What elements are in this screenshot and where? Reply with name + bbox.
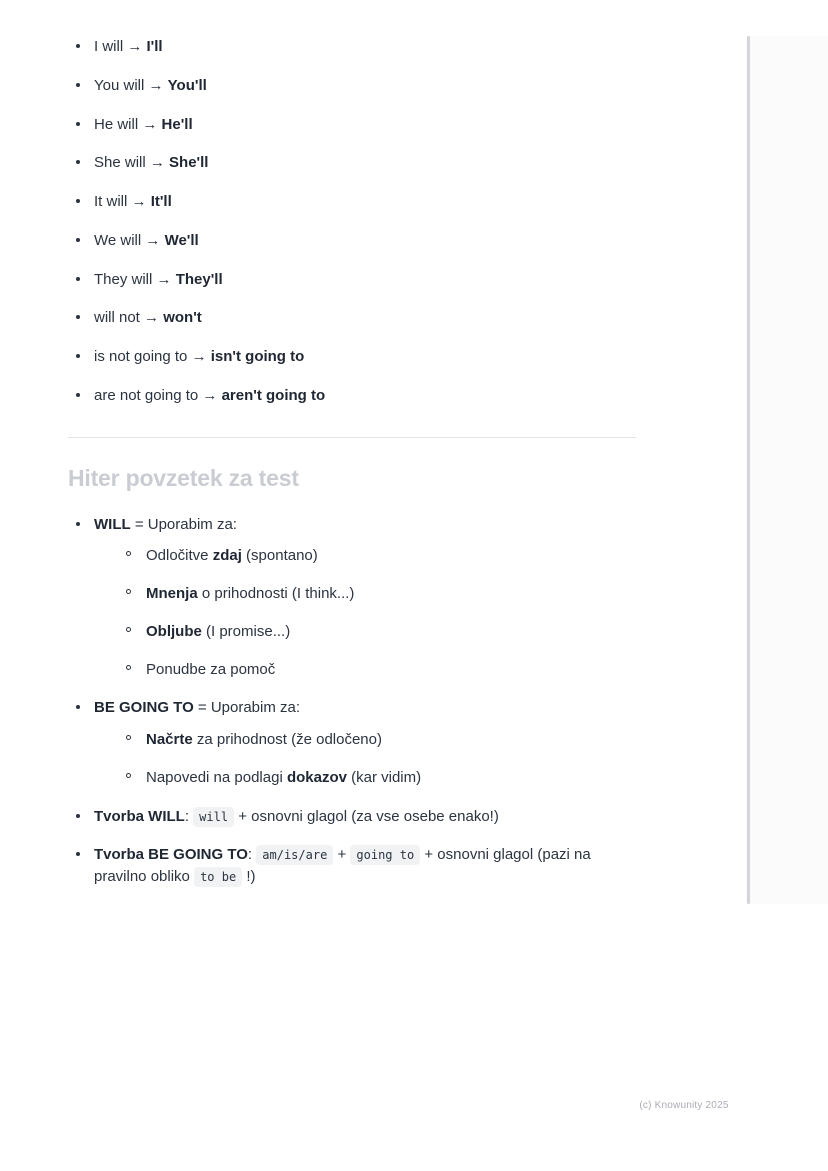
contraction-short: She'll bbox=[169, 154, 209, 172]
arrow-icon: → bbox=[202, 386, 218, 404]
list-item bbox=[120, 729, 636, 751]
contraction-short: I'll bbox=[146, 38, 163, 55]
page-title: Hiter povzetek za test bbox=[68, 464, 299, 491]
document-content bbox=[68, 36, 636, 905]
text-pre: Ponudbe za pomoč bbox=[146, 660, 276, 678]
list-item bbox=[68, 346, 636, 368]
list-item bbox=[120, 621, 636, 643]
list-item-tvorba-be-going-to bbox=[68, 844, 636, 888]
arrow-icon: → bbox=[148, 76, 164, 94]
text-bold: Načrte bbox=[146, 731, 193, 748]
arrow-icon: → bbox=[145, 231, 161, 249]
list-item bbox=[68, 75, 636, 97]
plus-2: + osnovni glagol (pazi na pravilno obliko bbox=[94, 846, 591, 885]
tvorba-will-rest: + osnovni glagol (za vse osebe enako!) bbox=[234, 807, 499, 825]
section-divider bbox=[68, 437, 636, 438]
list-item bbox=[120, 767, 636, 789]
arrow-icon: → bbox=[127, 38, 143, 55]
contraction-full: will not bbox=[94, 309, 140, 327]
term-bgt-rest: = Uporabim za: bbox=[193, 699, 301, 717]
text-bold: Obljube bbox=[146, 622, 202, 640]
arrow-icon: → bbox=[191, 348, 207, 365]
scrollbar-track[interactable] bbox=[747, 36, 750, 904]
list-item bbox=[68, 307, 636, 329]
list-item-tvorba-will bbox=[68, 806, 636, 828]
sub-list-wrap bbox=[120, 545, 636, 680]
contraction-short: We'll bbox=[164, 231, 199, 249]
arrow-icon: → bbox=[149, 154, 165, 172]
list-item bbox=[68, 230, 636, 252]
list-item bbox=[68, 191, 636, 213]
text-bold: dokazov bbox=[286, 768, 347, 786]
list-item bbox=[68, 114, 636, 136]
term-be-going-to: BE GOING TO bbox=[94, 699, 194, 717]
text-pre: Odločitve bbox=[146, 547, 213, 565]
list-item-be-going-to bbox=[68, 697, 636, 788]
arrow-icon: → bbox=[142, 115, 158, 133]
list-item bbox=[120, 545, 636, 567]
contraction-short: They'll bbox=[175, 270, 223, 288]
term-will: WILL bbox=[94, 515, 131, 533]
text-post: (I promise...) bbox=[201, 622, 291, 640]
arrow-icon: → bbox=[131, 193, 147, 210]
contraction-full: They will bbox=[94, 270, 153, 288]
code-am-is-are: am/is/are bbox=[256, 845, 333, 865]
term-tvorba-bgt: Tvorba BE GOING TO bbox=[94, 846, 248, 864]
contraction-full: I will bbox=[94, 38, 124, 55]
contraction-full: are not going to bbox=[94, 386, 199, 404]
list-item bbox=[68, 36, 636, 58]
copyright-text: (c) Knowunity 2025 bbox=[639, 1100, 729, 1111]
contraction-full: It will bbox=[94, 193, 128, 210]
arrow-icon: → bbox=[144, 309, 160, 327]
bgt-uses-list bbox=[120, 729, 636, 789]
list-item bbox=[68, 269, 636, 291]
text-post: o prihodnosti (I think...) bbox=[197, 585, 355, 602]
code-will: will bbox=[193, 807, 234, 827]
colon: : bbox=[184, 807, 189, 825]
code-going-to: going to bbox=[350, 845, 420, 865]
list-item bbox=[68, 385, 636, 407]
contraction-short: aren't going to bbox=[221, 386, 326, 404]
code-to-be: to be bbox=[194, 867, 242, 887]
contraction-full: is not going to bbox=[94, 348, 188, 365]
term-will-rest: = Uporabim za: bbox=[130, 515, 237, 533]
list-item bbox=[68, 152, 636, 174]
contraction-short: won't bbox=[163, 309, 202, 327]
list-item bbox=[120, 583, 636, 605]
plus-1: + bbox=[333, 846, 351, 864]
scroll-gutter bbox=[746, 36, 828, 904]
will-uses-list bbox=[120, 545, 636, 680]
contraction-full: We will bbox=[94, 231, 142, 249]
contraction-full: She will bbox=[94, 154, 146, 172]
text-pre: Napovedi na podlagi bbox=[146, 768, 287, 786]
sub-list-wrap bbox=[120, 729, 636, 789]
contraction-short: You'll bbox=[167, 76, 207, 94]
list-item-will bbox=[68, 514, 636, 681]
term-tvorba-will: Tvorba WILL bbox=[94, 807, 185, 825]
contractions-list bbox=[68, 36, 636, 407]
contraction-short: isn't going to bbox=[210, 348, 305, 365]
list-item bbox=[120, 659, 636, 681]
text-bold: Mnenja bbox=[146, 585, 198, 602]
text-post: (spontano) bbox=[241, 547, 318, 565]
contraction-full: He will bbox=[94, 115, 139, 133]
footer bbox=[0, 1100, 828, 1111]
contraction-short: It'll bbox=[150, 193, 172, 210]
text-post: (kar vidim) bbox=[346, 768, 422, 786]
arrow-icon: → bbox=[156, 270, 172, 288]
contraction-full: You will bbox=[94, 76, 145, 94]
text-bold: zdaj bbox=[212, 547, 242, 565]
text-post: za prihodnost (že odločeno) bbox=[192, 731, 382, 748]
summary-list bbox=[68, 514, 636, 888]
colon: : bbox=[247, 846, 253, 864]
contraction-short: He'll bbox=[161, 115, 193, 133]
tail: !) bbox=[242, 868, 256, 885]
